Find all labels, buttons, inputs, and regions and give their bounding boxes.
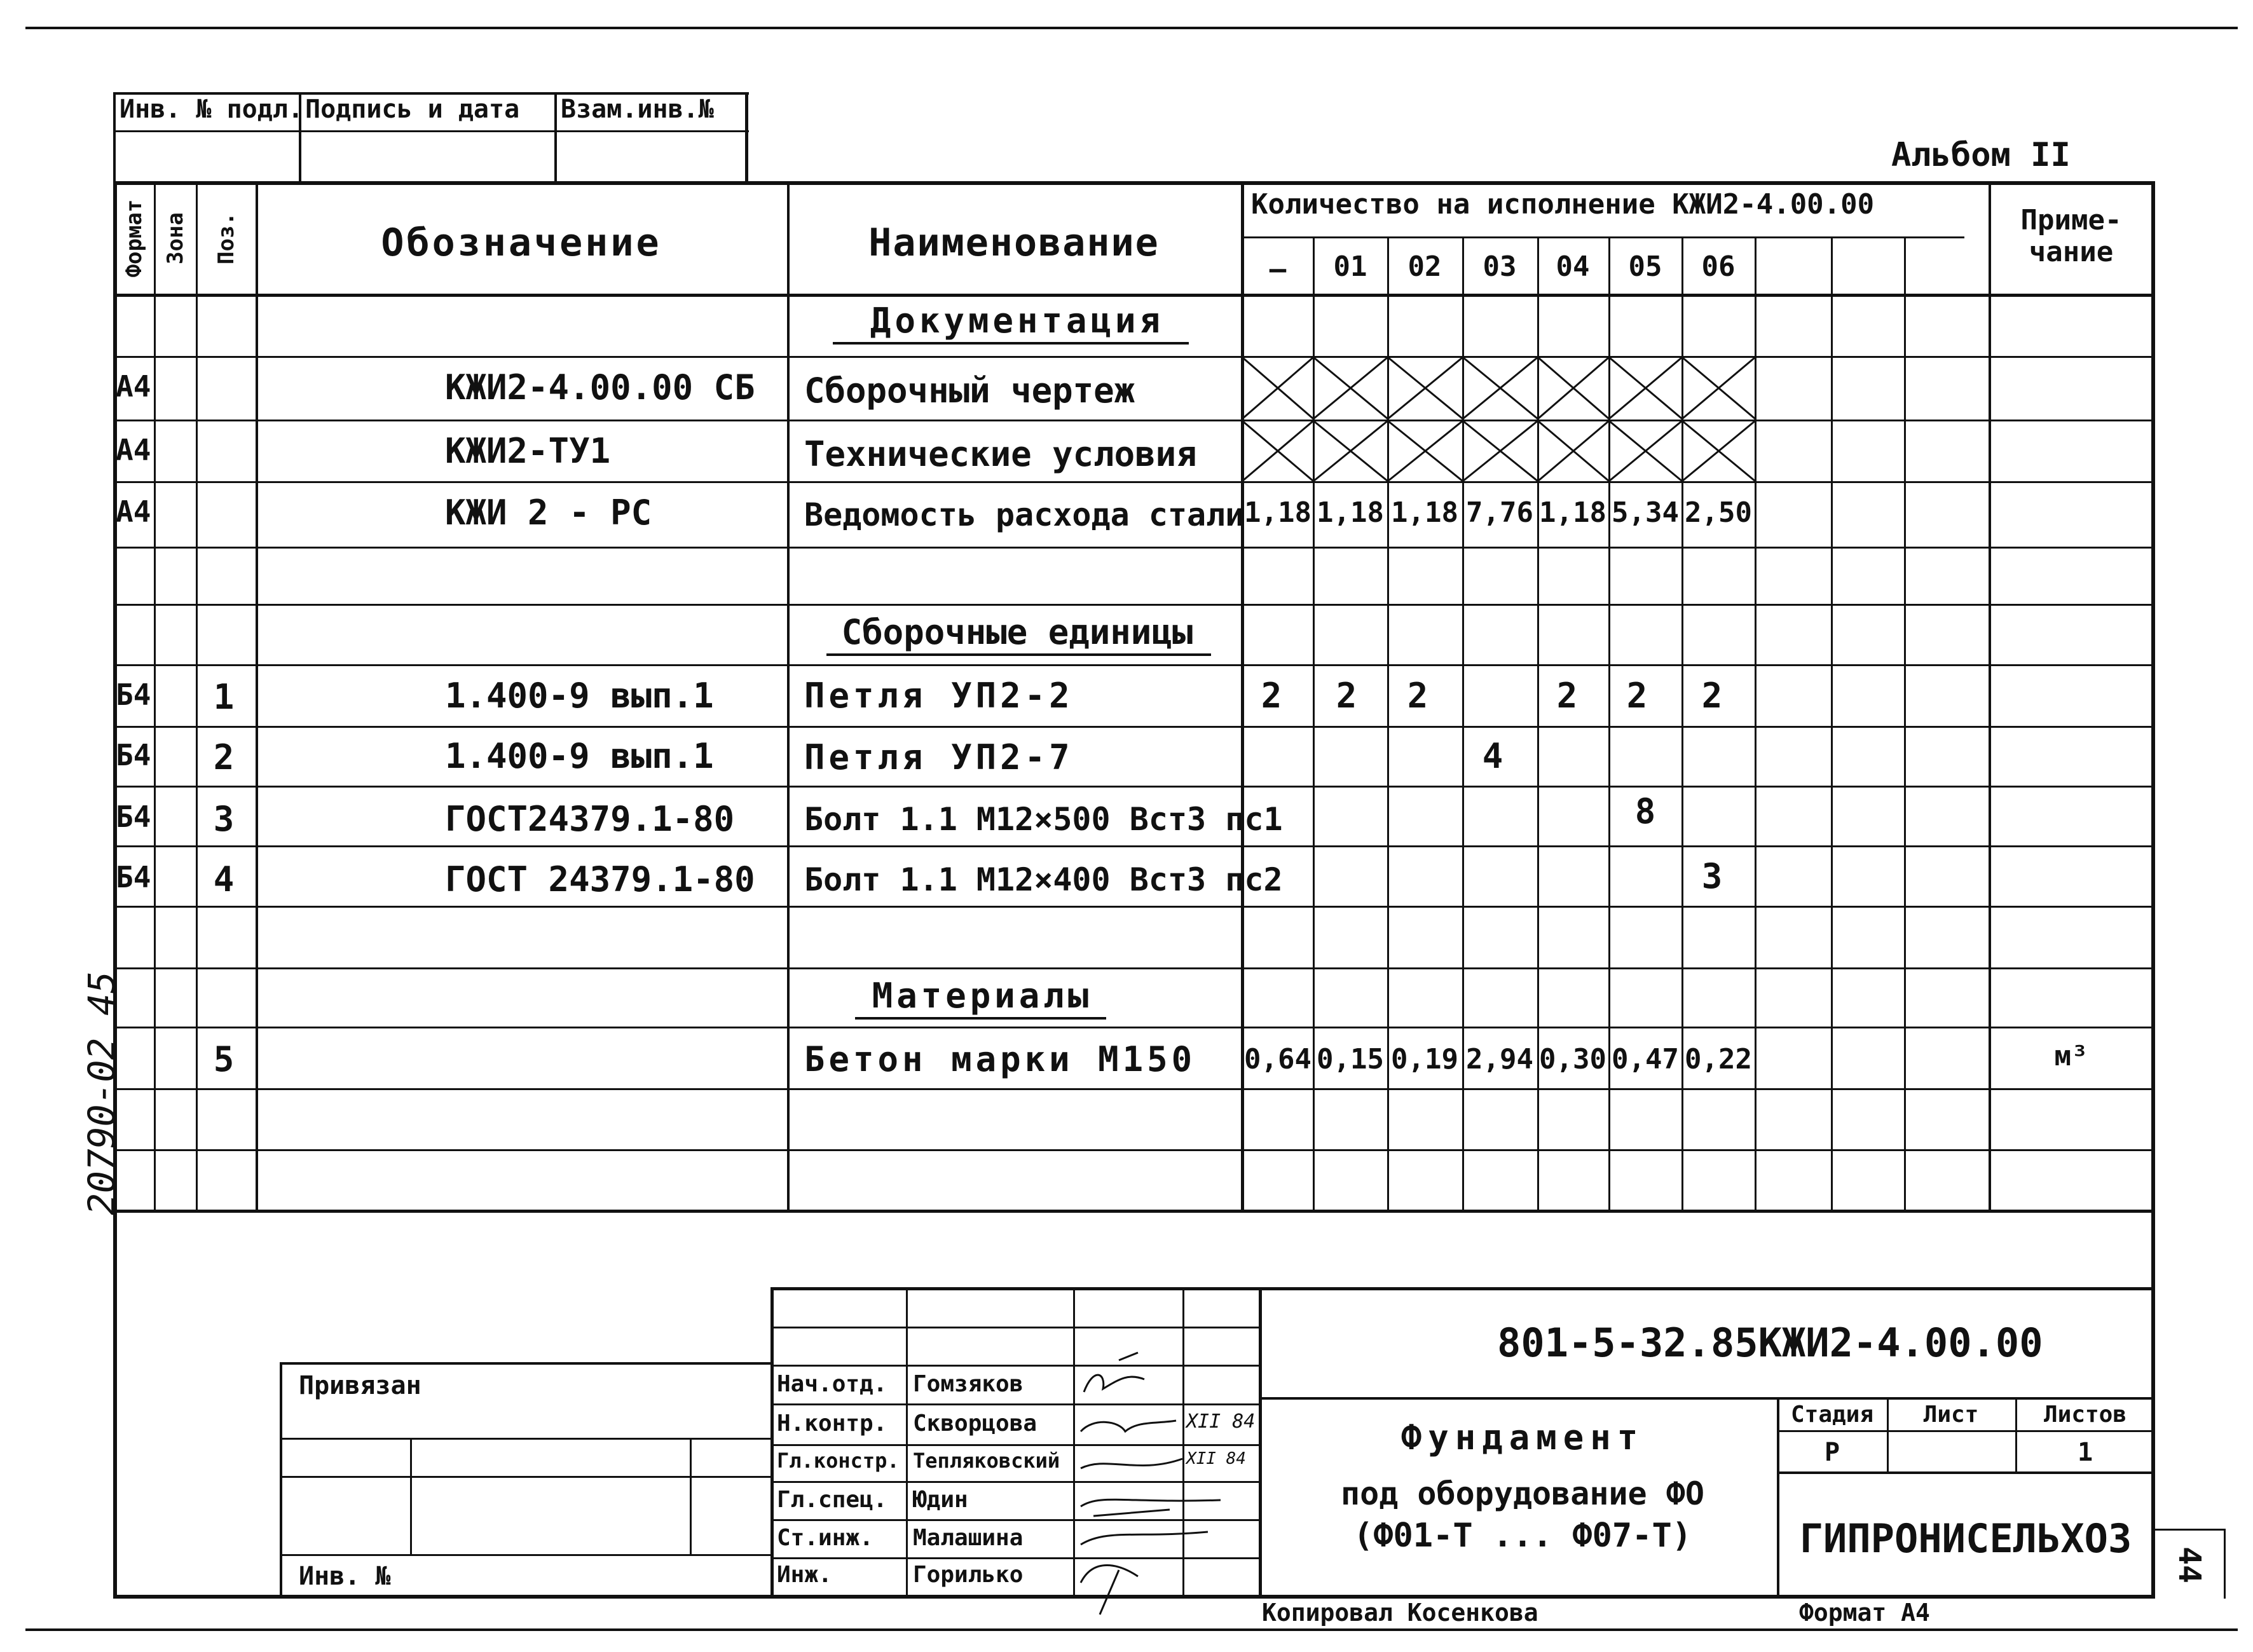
header-format: Формат <box>121 199 147 278</box>
cell-poz: 5 <box>213 1039 235 1079</box>
stadiya-label: Стадия <box>1790 1402 1874 1428</box>
sig-role: Н.контр. <box>777 1410 887 1437</box>
sig-name: Горилько <box>913 1562 1024 1588</box>
header-primechanie-2: чание <box>2029 236 2114 268</box>
cell-qty: 2 <box>1626 676 1648 716</box>
cell-format: А4 <box>116 433 151 467</box>
sig-role: Инж. <box>777 1562 832 1588</box>
variant-header: 05 <box>1628 250 1662 283</box>
cell-qty: 0,15 <box>1317 1043 1384 1075</box>
cell-poz: 3 <box>213 799 235 839</box>
cell-naimenovanie: Болт 1.1 М12×500 Вст3 пс1 <box>804 801 1283 838</box>
sig-name: Юдин <box>913 1487 968 1513</box>
signature-skvortsova <box>1081 1421 1176 1431</box>
header-oboznachenie: Обозначение <box>381 221 662 265</box>
cell-naimenovanie: Бетон марки М150 <box>804 1039 1196 1079</box>
cell-oboznachenie: 1.400-9 вып.1 <box>445 736 714 776</box>
signature-teplyakovskiy <box>1081 1459 1182 1468</box>
cell-poz: 2 <box>213 737 235 777</box>
cell-oboznachenie: КЖИ 2 - РС <box>445 493 652 533</box>
cell-qty: 3 <box>1701 856 1723 896</box>
header-zona: Зона <box>163 212 188 264</box>
sig-role: Гл.спец. <box>777 1487 887 1513</box>
kopiroval: Копировал Косенкова <box>1262 1599 1538 1627</box>
cell-format: Б4 <box>116 800 151 834</box>
cell-qty: 2 <box>1261 676 1282 716</box>
cell-qty: 0,64 <box>1244 1043 1311 1075</box>
listov-value: 1 <box>2077 1438 2093 1467</box>
cell-qty: 1,18 <box>1317 496 1384 529</box>
stamp-vzam-inv: Взам.инв.№ <box>561 95 714 124</box>
list-label: Лист <box>1923 1402 1979 1428</box>
inv-no-label: Инв. № <box>299 1562 391 1591</box>
cell-qty: 8 <box>1634 791 1656 831</box>
cell-qty: 1,18 <box>1391 496 1458 529</box>
cell-oboznachenie: 1.400-9 вып.1 <box>445 676 714 716</box>
cell-format: А4 <box>116 495 151 529</box>
side-number: 20790-02 45 <box>80 971 123 1216</box>
cell-qty: 2,50 <box>1685 496 1752 529</box>
cell-oboznachenie: ГОСТ 24379.1-80 <box>445 859 755 899</box>
sig-name: Малашина <box>913 1525 1024 1551</box>
variant-header: — <box>1269 253 1287 285</box>
cell-format: Б4 <box>116 738 151 772</box>
format-label: Формат А4 <box>1799 1599 1930 1627</box>
cell-qty: 7,76 <box>1466 496 1533 529</box>
sig-name: Тепляковский <box>913 1449 1060 1473</box>
stamp-inv-podl: Инв. № подл. <box>120 95 303 124</box>
cell-naimenovanie: Сборочный чертеж <box>804 371 1135 411</box>
sig-role: Гл.констр. <box>777 1449 900 1473</box>
variant-header: 04 <box>1556 250 1590 283</box>
sheet-corner-number: 44 <box>2172 1546 2207 1583</box>
cell-poz: 4 <box>213 859 235 899</box>
stamp-podpis-data: Подпись и дата <box>305 95 520 124</box>
album-label: Альбом II <box>1891 136 2071 174</box>
section-assembly-units: Сборочные единицы <box>841 612 1193 652</box>
header-primechanie-1: Приме- <box>2020 204 2122 236</box>
sig-date: XII 84 <box>1186 1410 1256 1433</box>
cell-oboznachenie: КЖИ2-4.00.00 СБ <box>445 367 755 407</box>
header-naimenovanie: Наименование <box>868 221 1160 265</box>
drawing-designation: 801-5-32.85КЖИ2-4.00.00 <box>1497 1320 2043 1366</box>
title-line-3: (Ф01-Т ... Ф07-Т) <box>1353 1517 1692 1555</box>
section-materials: Материалы <box>872 976 1093 1016</box>
cell-naimenovanie: Технические условия <box>804 434 1197 474</box>
cell-naimenovanie: Болт 1.1 М12×400 Вст3 пс2 <box>804 861 1283 898</box>
cell-oboznachenie: ГОСТ24379.1-80 <box>445 799 735 839</box>
section-documentation: Документация <box>870 301 1165 341</box>
sig-name: Скворцова <box>913 1410 1037 1437</box>
sig-name: Гомзяков <box>913 1371 1024 1397</box>
title-line-1: Фундамент <box>1400 1417 1645 1457</box>
cell-qty: 2 <box>1556 676 1578 716</box>
sig-role: Нач.отд. <box>777 1371 887 1397</box>
sig-role: Ст.инж. <box>777 1525 873 1551</box>
variant-header: 02 <box>1407 250 1442 283</box>
cell-format: Б4 <box>116 860 151 894</box>
organization: ГИПРОНИСЕЛЬХОЗ <box>1799 1515 2132 1562</box>
cell-oboznachenie: КЖИ2-ТУ1 <box>445 431 611 471</box>
cell-qty: 0,30 <box>1539 1043 1606 1075</box>
sig-date: XII 84 <box>1186 1449 1246 1468</box>
cell-qty: 2 <box>1336 676 1357 716</box>
cell-qty: 1,18 <box>1539 496 1606 529</box>
signature-gomzyakov <box>1084 1353 1144 1392</box>
signature-gorilko <box>1081 1566 1138 1615</box>
cell-qty: 0,22 <box>1685 1043 1752 1075</box>
cell-qty: 2 <box>1701 676 1723 716</box>
cell-poz: 1 <box>213 677 235 717</box>
privyazan-label: Привязан <box>299 1371 421 1400</box>
title-line-2: под оборудование ФО <box>1341 1475 1704 1512</box>
cell-naimenovanie: Петля УП2-2 <box>804 676 1074 716</box>
signature-malashina <box>1081 1532 1208 1545</box>
header-poz: Поз. <box>214 212 239 264</box>
variant-header: 01 <box>1333 250 1367 283</box>
cell-naimenovanie: Петля УП2-7 <box>804 737 1074 777</box>
cell-format: Б4 <box>116 678 151 712</box>
cell-qty: 5,34 <box>1612 496 1679 529</box>
cell-note: м³ <box>2054 1040 2088 1072</box>
cell-qty: 0,47 <box>1612 1043 1679 1075</box>
cell-qty: 2,94 <box>1466 1043 1533 1075</box>
cell-format: А4 <box>116 369 151 404</box>
cell-naimenovanie: Ведомость расхода стали <box>804 496 1245 533</box>
signature-yudin <box>1081 1499 1221 1516</box>
variant-header: 03 <box>1483 250 1517 283</box>
cell-qty: 0,19 <box>1391 1043 1458 1075</box>
listov-label: Листов <box>2043 1402 2127 1428</box>
variant-header: 06 <box>1701 250 1736 283</box>
cell-qty: 2 <box>1407 676 1428 716</box>
cell-qty: 4 <box>1482 736 1503 776</box>
header-kolichestvo: Количество на исполнение КЖИ2-4.00.00 <box>1251 188 1875 221</box>
cell-qty: 1,18 <box>1244 496 1311 529</box>
stadiya-value: Р <box>1824 1438 1840 1467</box>
